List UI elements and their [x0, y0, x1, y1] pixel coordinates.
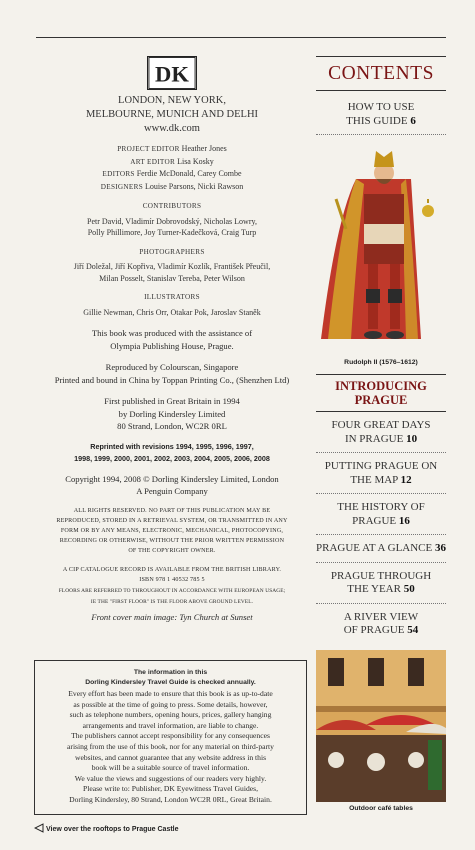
rudolph-illustration	[316, 139, 446, 357]
copyright-notice: Copyright 1994, 2008 © Dorling Kindersley Limited, London A Penguin Company	[65, 473, 279, 496]
illustrators: ILLUSTRATORS Gillie Newman, Chris Orr, Otakar Pok, Jaroslav Staněk	[83, 293, 261, 317]
website-link[interactable]: www.dk.com	[144, 123, 200, 134]
arrow-left-icon	[34, 823, 44, 833]
toc-river-view[interactable]: A RIVER VIEW OF PRAGUE 54	[343, 610, 419, 636]
toc-how-to-use[interactable]: HOW TO USE THIS GUIDE 6	[316, 91, 446, 135]
toc-history-of-prague[interactable]: THE HISTORY OF PRAGUE 16	[316, 494, 446, 535]
imprint-column	[34, 56, 310, 622]
cafe-photo	[316, 650, 446, 802]
front-cover-credit: Front cover main image: Tyn Church at Sunset	[91, 611, 253, 622]
toc-putting-prague-on-map[interactable]: PUTTING PRAGUE ON THE MAP 12	[316, 453, 446, 494]
editorial-credits: PROJECT EDITOR Heather Jones ART EDITOR Lisa Kosky EDITORS Ferdie McDonald, Carey Combe DESIGNERS Louise Parsons, Nicki Rawson	[100, 144, 244, 191]
photographers: PHOTOGRAPHERS Jiří Doležal, Jiří Kopřiva, Vladimír Kozlík, František Přeučil, Milan Posselt, Stanislav Tereba, Peter Wilson	[73, 247, 271, 283]
top-rule	[36, 37, 446, 38]
production-note: This book was produced with the assistance of Olympia Publishing House, Prague.	[91, 328, 253, 351]
toc-prague-at-a-glance[interactable]: PRAGUE AT A GLANCE 36	[316, 535, 446, 563]
floors-note: FLOORS ARE REFERRED TO THROUGHOUT IN ACCORDANCE WITH EUROPEAN USAGE; IE THE "FIRST FLOOR" IS THE FLOOR ABOVE GROUND LEVEL.	[58, 587, 286, 605]
cafe-caption: Outdoor café tables	[349, 804, 413, 812]
printing-note: Reproduced by Colourscan, Singapore Printed and bound in China by Toppan Printing Co., (Shenzhen Ltd)	[54, 362, 290, 385]
rudolph-caption: Rudolph II (1576–1612)	[344, 359, 418, 366]
publisher-cities: LONDON, NEW YORK, MELBOURNE, MUNICH AND DELHI www.dk.com	[34, 94, 310, 136]
first-published: First published in Great Britain in 1994 by Dorling Kindersley Limited 80 Strand, London, WC2R 0RL	[104, 396, 240, 431]
reprint-history: Reprinted with revisions 1994, 1995, 1996, 1997, 1998, 1999, 2000, 2001, 2002, 2003, 2004, 2005, 2006, 2008	[74, 441, 270, 463]
toc-prague-through-year[interactable]: PRAGUE THROUGH THE YEAR 50	[316, 563, 446, 604]
dk-logo	[147, 56, 197, 90]
photo-caption: View over the rooftops to Prague Castle	[34, 823, 179, 833]
info-box-text: Every effort has been made to ensure that this book is as up-to-date as possible at the time of going to press. Some details, however, such as telephone numbers, opening hours, prices, gallery hanging arrangements and travel information, are liable to change. The publishers cannot accept responsibility for any consequences arising from the use of this book, nor for any material on third-party websites, and cannot guarantee that any website address in this book will be a suitable source of travel information. We value the views and suggestions of our readers very highly. Please write to: Publisher, DK Eyewitness Travel Guides, Dorling Kindersley, 80 Strand, London WC2R 0RL, Great Britain.	[67, 689, 274, 804]
rights-notice: ALL RIGHTS RESERVED. NO PART OF THIS PUBLICATION MAY BE REPRODUCED, STORED IN A RETRIEVAL SYSTEM, OR TRANSMITTED IN ANY FORM OR BY ANY MEANS, ELECTRONIC, MECHANICAL, PHOTOCOPYING, RECORDING OR OTHERWISE, WITHOUT THE PRIOR WRITTEN PERMISSION OF THE COPYRIGHT OWNER.	[56, 507, 288, 555]
info-box: The information in this Dorling Kindersley Travel Guide is checked annually. Every effort has been made to ensure that this book is as up-to-date as possible at the time of going to press. Some details, however, such as telephone numbers, opening hours, prices, gallery hanging arrangements and travel information, are liable to change. The publishers cannot accept responsibility for any consequences arising from the use of this book, nor for any material on third-party websites, and cannot guarantee that any website address in this book will be a suitable source of travel information. We value the views and suggestions of our readers very highly. Please write to: Publisher, DK Eyewitness Travel Guides, Dorling Kindersley, 80 Strand, London WC2R 0RL, Great Britain.	[34, 660, 307, 815]
cip-isbn: A CIP CATALOGUE RECORD IS AVAILABLE FROM THE BRITISH LIBRARY. ISBN 978 1 40532 785 5	[62, 566, 282, 583]
section-introducing-prague[interactable]: INTRODUCING PRAGUE	[316, 374, 446, 412]
toc-four-great-days[interactable]: FOUR GREAT DAYS IN PRAGUE 10	[316, 412, 446, 453]
contents-title: CONTENTS	[316, 56, 446, 91]
contributors: CONTRIBUTORS Petr David, Vladimír Dobrovodský, Nicholas Lowry, Polly Phillimore, Joy Turner-Kadečková, Craig Turp	[87, 202, 257, 237]
svg-text:DK: DK	[155, 61, 189, 87]
contents-column	[316, 56, 446, 812]
